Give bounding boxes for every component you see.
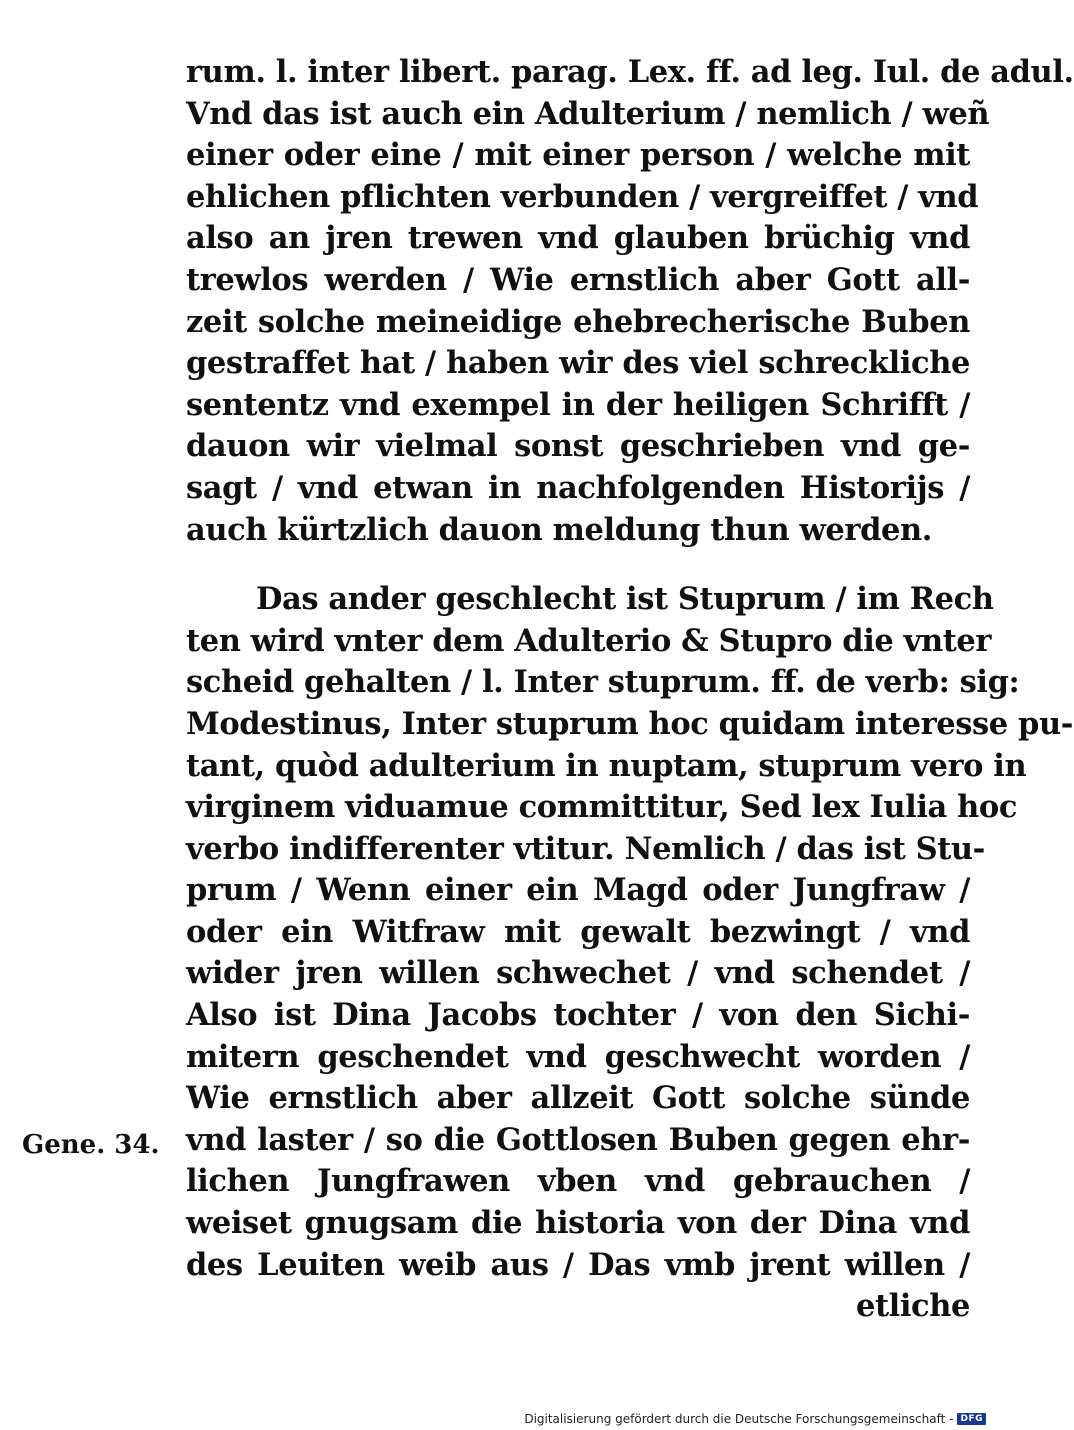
margin-reference: Gene. 34. [22,1130,160,1160]
text-line: scheid gehalten / l. Inter stuprum. ff. de verb: sig: [186,664,1020,701]
text-line: also an jren trewen vnd glauben brüchig vnd [186,220,970,257]
paragraph-stuprum [186,579,1073,1286]
text-line: Vnd das ist auch ein Adulterium / nemlich / weñ [186,95,990,132]
paragraph-gap [186,551,970,579]
text-line: sagt / vnd etwan in nachfolgenden Historijs / [186,469,970,506]
body-text [186,52,1074,1328]
dfg-logo-icon: DFG [957,1413,986,1425]
text-line: dauon wir vielmal sonst geschrieben vnd ge- [186,428,970,465]
text-line: mitern geschendet vnd geschwecht worden / [186,1038,970,1075]
text-line: ten wird vnter dem Adulterio & Stupro die vnter [186,622,992,659]
text-line: rum. l. inter libert. parag. Lex. ff. ad leg. Iul. de adul. [186,54,1074,90]
text-line: Modestinus, Inter stuprum hoc quidam interesse pu- [186,705,1073,742]
text-line: trewlos werden / Wie ernstlich aber Gott all- [186,261,970,298]
text-line: des Leuiten weib aus / Das vmb jrent willen / [186,1246,970,1283]
text-line: einer oder eine / mit einer person / welche mit [186,137,970,174]
paragraph-adulterium [186,52,1074,551]
footer-text: Digitalisierung gefördert durch die Deutsche Forschungsgemeinschaft - [524,1412,954,1426]
text-line: gestraffet hat / haben wir des viel schreckliche [186,345,970,382]
text-line: ehlichen pflichten verbunden / vergreiffet / vnd [186,178,979,215]
text-line: prum / Wenn einer ein Magd oder Jungfraw / [186,872,970,909]
text-line: Wie ernstlich aber allzeit Gott solche sünde [186,1080,970,1117]
text-line: virginem viduamue committitur, Sed lex Iulia hoc [186,789,1018,826]
text-line: sententz vnd exempel in der heiligen Schrifft / [186,386,970,423]
text-line: verbo indifferenter vtitur. Nemlich / das ist Stu- [186,830,985,867]
footer-credit [524,1412,986,1426]
text-line: auch kürtzlich dauon meldung thun werden. [186,511,932,548]
text-line: lichen Jungfrawen vben vnd gebrauchen / [186,1163,970,1200]
text-line: oder ein Witfraw mit gewalt bezwingt / vnd [186,913,970,950]
text-line: weiset gnugsam die historia von der Dina vnd [186,1205,970,1242]
text-line: vnd laster / so die Gottlosen Buben gegen ehr- [186,1121,970,1158]
catchword: etliche [855,1288,970,1325]
text-line: Also ist Dina Jacobs tochter / von den Sichi- [186,997,970,1034]
text-line: Das ander geschlecht ist Stuprum / im Rech [256,581,994,618]
text-line: wider jren willen schwechet / vnd schendet / [186,955,970,992]
text-line: tant, quòd adulterium in nuptam, stuprum vero in [186,747,1027,784]
text-line: zeit solche meineidige ehebrecherische Buben [186,303,970,340]
